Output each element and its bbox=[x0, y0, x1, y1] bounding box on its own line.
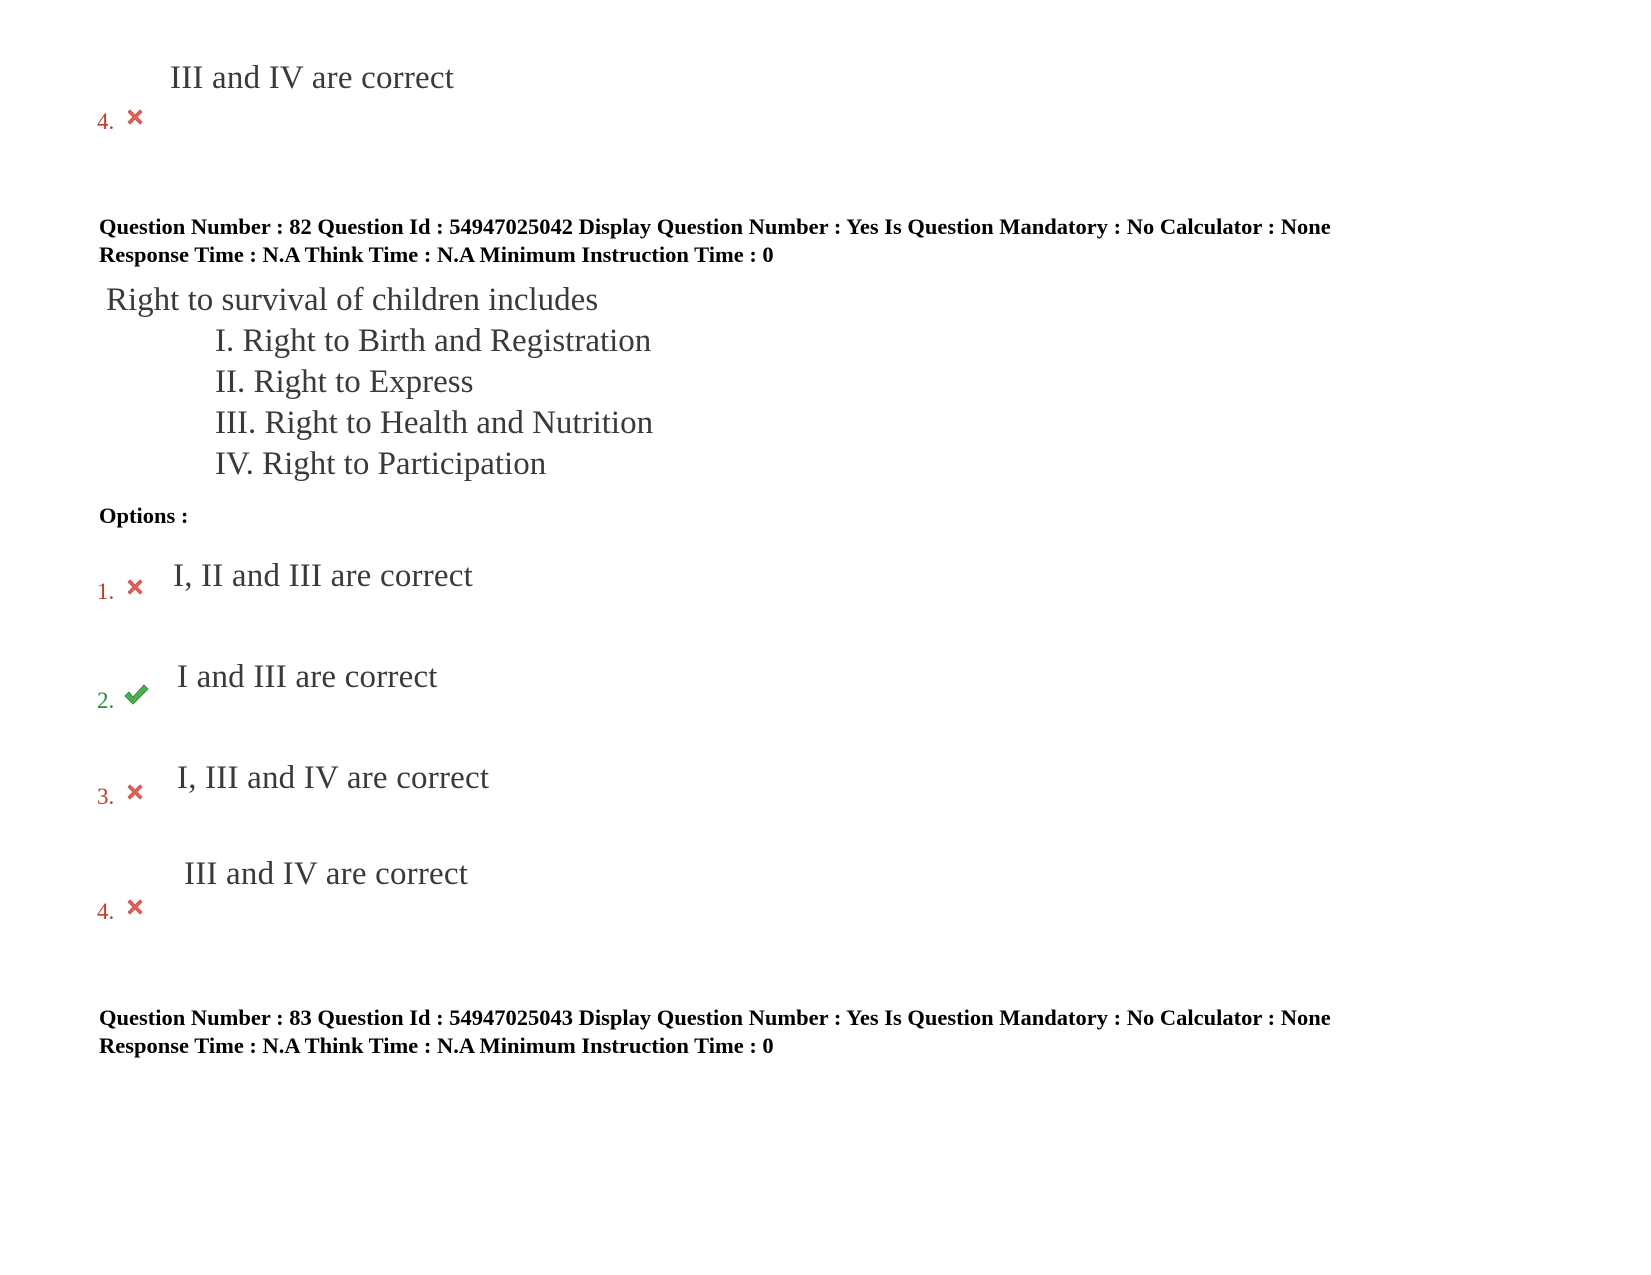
q82-item-3: III. Right to Health and Nutrition bbox=[215, 405, 654, 441]
q82-option-2-text: I and III are correct bbox=[177, 659, 438, 695]
prev-option-4-text: III and IV are correct bbox=[170, 60, 455, 96]
q82-meta-line-2: Response Time : N.A Think Time : N.A Minimum Instruction Time : 0 bbox=[99, 242, 774, 267]
q82-option-4-text: III and IV are correct bbox=[184, 856, 469, 892]
q82-option-1-text: I, II and III are correct bbox=[173, 558, 473, 594]
q82-item-4: IV. Right to Participation bbox=[215, 446, 547, 482]
check-mark-icon bbox=[123, 683, 149, 707]
cross-mark-icon bbox=[124, 576, 146, 598]
q82-option-4-number: 4. bbox=[97, 899, 115, 924]
q82-option-3-text: I, III and IV are correct bbox=[177, 760, 490, 796]
q83-meta-line-1: Question Number : 83 Question Id : 54947025043 Display Question Number : Yes Is Question Mandatory : No Calculator : None bbox=[99, 1005, 1331, 1030]
q82-option-1-number: 1. bbox=[97, 579, 115, 604]
q82-item-1: I. Right to Birth and Registration bbox=[215, 323, 652, 359]
cross-mark-icon bbox=[124, 106, 146, 128]
q82-stem: Right to survival of children includes bbox=[106, 282, 599, 318]
options-label: Options : bbox=[99, 503, 189, 528]
cross-mark-icon bbox=[124, 896, 146, 918]
cross-mark-icon bbox=[124, 781, 146, 803]
q82-option-2-number: 2. bbox=[97, 688, 115, 713]
prev-option-4-number: 4. bbox=[97, 109, 115, 134]
q83-meta-line-2: Response Time : N.A Think Time : N.A Minimum Instruction Time : 0 bbox=[99, 1033, 774, 1058]
q82-meta-line-1: Question Number : 82 Question Id : 54947025042 Display Question Number : Yes Is Question Mandatory : No Calculator : None bbox=[99, 214, 1331, 239]
q82-item-2: II. Right to Express bbox=[215, 364, 474, 400]
q82-option-3-number: 3. bbox=[97, 784, 115, 809]
